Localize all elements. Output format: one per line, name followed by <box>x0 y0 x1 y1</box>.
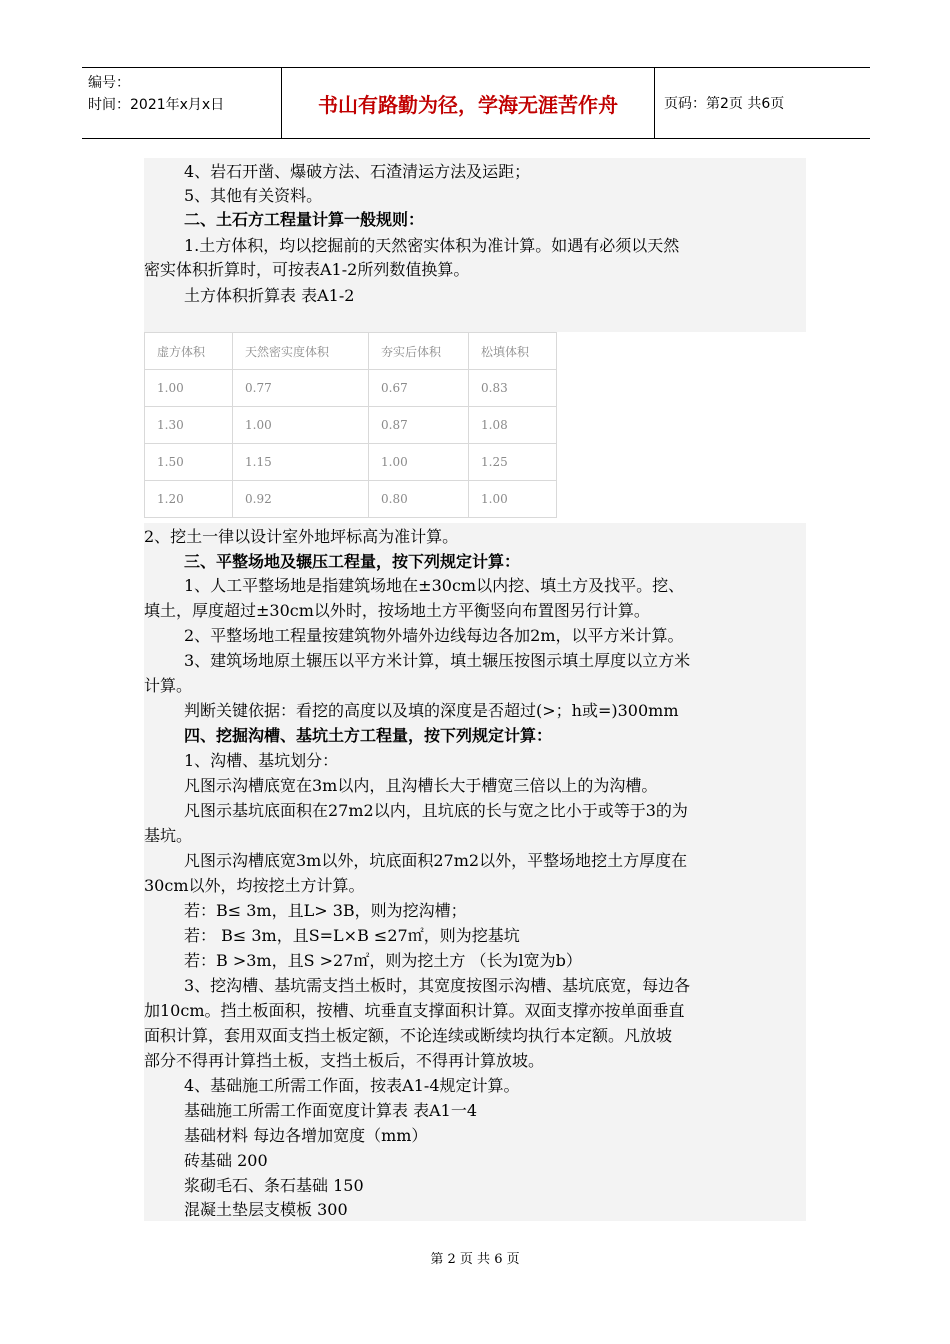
number-label: 编号： <box>88 75 130 91</box>
table-row <box>145 481 557 518</box>
paragraph: 若： B≤ 3m，且S=L×B ≤27㎡，则为挖基坑 <box>184 926 520 945</box>
motto: 书山有路勤为径，学海无涯苦作舟 <box>282 68 655 138</box>
date-label: 时间：2021年x月x日 <box>88 97 225 113</box>
paragraph: 凡图示沟槽底宽3m以外，坑底面积27m2以外，平整场地挖土方厚度在 <box>184 851 688 870</box>
paragraph: 若：B≤ 3m，且L> 3B，则为挖沟槽； <box>184 901 467 920</box>
table-header-cell: 虚方体积 <box>145 333 233 370</box>
conversion-table <box>144 332 557 518</box>
paragraph: 1、沟槽、基坑划分： <box>184 751 339 770</box>
paragraph: 3、挖沟槽、基坑需支挡土板时，其宽度按图示沟槽、基坑底宽，每边各 <box>184 976 691 995</box>
page-header <box>82 67 870 139</box>
table-header-cell: 松填体积 <box>469 333 557 370</box>
paragraph: 面积计算，套用双面支挡土板定额，不论连续或断续均执行本定额。凡放坡 <box>144 1026 673 1045</box>
paragraph: 3、建筑场地原土辗压以平方米计算，填土辗压按图示填土厚度以立方米 <box>184 651 691 670</box>
table-cell: 0.87 <box>369 407 469 444</box>
paragraph: 加10cm。挡土板面积，按槽、坑垂直支撑面积计算。双面支撑亦按单面垂直 <box>144 1001 685 1020</box>
page-label: 页码：第2页 共6页 <box>664 96 785 112</box>
paragraph: 浆砌毛石、条石基础 150 <box>184 1176 364 1195</box>
table-caption: 土方体积折算表 表A1-2 <box>184 286 355 305</box>
paragraph: 判断关键依据：看挖的高度以及填的深度是否超过(>；h或=)300mm <box>184 701 679 720</box>
paragraph: 凡图示沟槽底宽在3m以内，且沟槽长大于槽宽三倍以上的为沟槽。 <box>184 776 658 795</box>
table-header-row <box>145 333 557 370</box>
table-header-cell: 天然密实度体积 <box>233 333 369 370</box>
table-row <box>145 407 557 444</box>
table-cell: 1.15 <box>233 444 369 481</box>
table-cell: 0.83 <box>469 370 557 407</box>
paragraph: 密实体积折算时，可按表A1-2所列数值换算。 <box>144 260 470 279</box>
paragraph: 1.土方体积，均以挖掘前的天然密实体积为准计算。如遇有必须以天然 <box>184 236 680 255</box>
paragraph: 基坑。 <box>144 826 193 845</box>
table-cell: 1.30 <box>145 407 233 444</box>
table-cell: 0.67 <box>369 370 469 407</box>
table-cell: 1.50 <box>145 444 233 481</box>
paragraph: 砖基础 200 <box>184 1151 268 1170</box>
paragraph: 填土，厚度超过±30cm以外时，按场地土方平衡竖向布置图另行计算。 <box>144 601 650 620</box>
section-heading: 三、平整场地及辗压工程量，按下列规定计算： <box>184 552 521 571</box>
paragraph: 凡图示基坑底面积在27m2以内，且坑底的长与宽之比小于或等于3的为 <box>184 801 688 820</box>
paragraph: 4、基础施工所需工作面，按表A1-4规定计算。 <box>184 1076 520 1095</box>
paragraph: 部分不得再计算挡土板，支挡土板后，不得再计算放坡。 <box>144 1051 545 1070</box>
section-heading: 四、挖掘沟槽、基坑土方工程量，按下列规定计算： <box>184 726 553 745</box>
paragraph: 4、岩石开凿、爆破方法、石渣清运方法及运距； <box>184 162 531 181</box>
paragraph: 1、人工平整场地是指建筑场地在±30cm以内挖、填土方及找平。挖、 <box>184 576 685 595</box>
paragraph: 混凝土垫层支模板 300 <box>184 1200 348 1219</box>
paragraph: 计算。 <box>144 676 193 695</box>
table-cell: 0.80 <box>369 481 469 518</box>
table-cell: 1.00 <box>233 407 369 444</box>
table-row <box>145 444 557 481</box>
table-cell: 0.92 <box>233 481 369 518</box>
table-cell: 0.77 <box>233 370 369 407</box>
table-cell: 1.00 <box>469 481 557 518</box>
table-cell: 1.08 <box>469 407 557 444</box>
table-cell: 1.20 <box>145 481 233 518</box>
table-caption: 基础施工所需工作面宽度计算表 表A1一4 <box>184 1101 478 1120</box>
table-row <box>145 370 557 407</box>
header-meta <box>82 68 282 138</box>
table-cell: 1.00 <box>145 370 233 407</box>
table-header-cell: 夯实后体积 <box>369 333 469 370</box>
paragraph: 30cm以外，均按挖土方计算。 <box>144 876 365 895</box>
table-cell: 1.00 <box>369 444 469 481</box>
paragraph: 基础材料 每边各增加宽度（mm） <box>184 1126 428 1145</box>
paragraph: 5、其他有关资料。 <box>184 186 323 205</box>
paragraph: 2、平整场地工程量按建筑物外墙外边线每边各加2m，以平方米计算。 <box>184 626 684 645</box>
paragraph: 2、挖土一律以设计室外地坪标高为准计算。 <box>144 527 459 546</box>
page-footer: 第 2 页 共 6 页 <box>430 1252 520 1267</box>
section-heading: 二、土石方工程量计算一般规则： <box>184 210 425 229</box>
paragraph: 若：B >3m，且S >27㎡，则为挖土方 （长为l宽为b） <box>184 951 582 970</box>
table-cell: 1.25 <box>469 444 557 481</box>
